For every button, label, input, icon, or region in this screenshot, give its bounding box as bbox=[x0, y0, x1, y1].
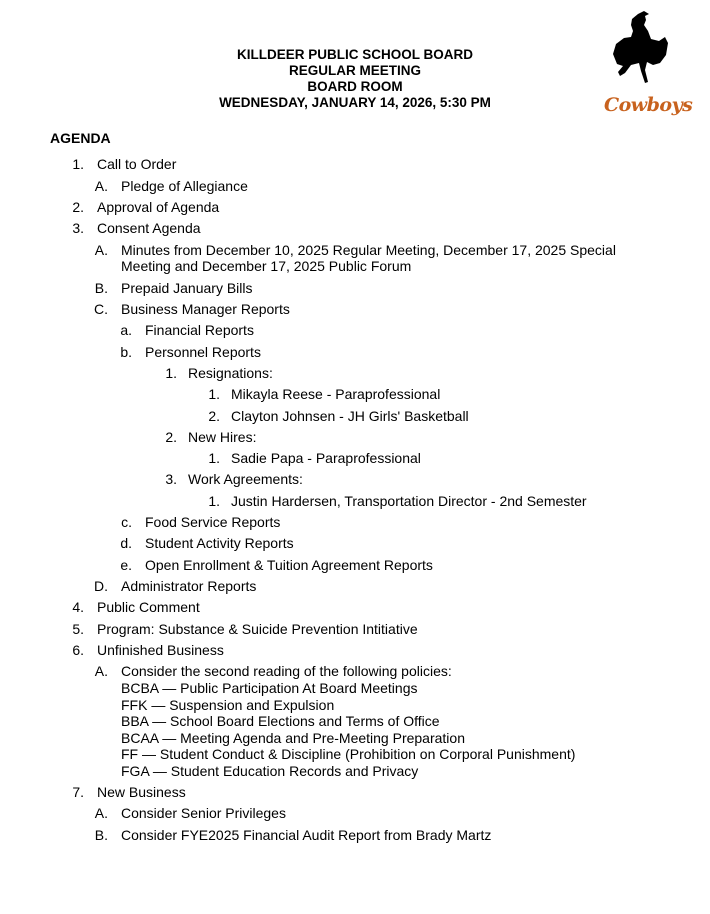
item-marker: d. bbox=[120, 535, 132, 551]
agenda-item: Public Comment bbox=[97, 599, 200, 615]
item-marker: 1. bbox=[208, 493, 220, 509]
agenda-item: Program: Substance & Suicide Prevention Intitiative bbox=[97, 621, 418, 637]
item-marker: 1. bbox=[72, 156, 84, 172]
agenda-item: FGA — Student Education Records and Privacy bbox=[121, 763, 419, 779]
item-marker: 2. bbox=[208, 408, 220, 424]
item-marker: 4. bbox=[72, 599, 84, 615]
item-marker: B. bbox=[94, 827, 108, 843]
agenda-item: Approval of Agenda bbox=[97, 199, 220, 215]
item-marker: A. bbox=[94, 242, 108, 258]
item-marker: 7. bbox=[72, 784, 84, 800]
agenda-item: Administrator Reports bbox=[121, 578, 257, 594]
agenda-item: Open Enrollment & Tuition Agreement Reports bbox=[145, 557, 433, 573]
agenda-item: BCBA — Public Participation At Board Meetings bbox=[121, 680, 418, 696]
item-marker: b. bbox=[120, 344, 132, 360]
item-marker: A. bbox=[94, 663, 108, 679]
item-marker: 1. bbox=[208, 386, 220, 402]
meeting-datetime: WEDNESDAY, JANUARY 14, 2026, 5:30 PM bbox=[219, 95, 491, 110]
meeting-location: BOARD ROOM bbox=[307, 79, 403, 94]
item-marker: a. bbox=[120, 322, 132, 338]
item-marker: 1. bbox=[208, 450, 220, 466]
agenda-item: Mikayla Reese - Paraprofessional bbox=[231, 386, 441, 402]
agenda-item: Sadie Papa - Paraprofessional bbox=[231, 450, 421, 466]
bronco-rider-icon bbox=[600, 8, 680, 94]
agenda-item: New Hires: bbox=[188, 429, 257, 445]
item-marker: 3. bbox=[165, 471, 177, 487]
meeting-type: REGULAR MEETING bbox=[288, 63, 421, 78]
agenda-item: Clayton Johnsen - JH Girls' Basketball bbox=[231, 408, 469, 424]
agenda-item: Meeting and December 17, 2025 Public Forum bbox=[121, 258, 412, 274]
agenda-item: Work Agreements: bbox=[188, 471, 303, 487]
item-marker: 5. bbox=[72, 621, 84, 637]
agenda-heading: AGENDA bbox=[50, 130, 111, 146]
item-marker: e. bbox=[120, 557, 132, 573]
board-title: KILLDEER PUBLIC SCHOOL BOARD bbox=[236, 47, 473, 62]
agenda-item: Food Service Reports bbox=[145, 514, 281, 530]
agenda-item: Consider FYE2025 Financial Audit Report from Brady Martz bbox=[121, 827, 492, 843]
item-marker: A. bbox=[94, 805, 108, 821]
item-marker: 3. bbox=[72, 220, 84, 236]
agenda-item: Minutes from December 10, 2025 Regular Meeting, December 17, 2025 Special bbox=[121, 242, 616, 258]
agenda-item: Unfinished Business bbox=[97, 642, 224, 658]
cowboys-logo bbox=[600, 8, 693, 120]
item-marker: 2. bbox=[165, 429, 177, 445]
item-marker: 1. bbox=[165, 365, 177, 381]
agenda-item: BBA — School Board Elections and Terms of Office bbox=[121, 713, 440, 729]
item-marker: 6. bbox=[72, 642, 84, 658]
item-marker: A. bbox=[94, 178, 108, 194]
agenda-item: Consider the second reading of the following policies: bbox=[121, 663, 452, 679]
agenda-item: Pledge of Allegiance bbox=[121, 178, 248, 194]
item-marker: c. bbox=[121, 514, 132, 530]
logo-text: Cowboys bbox=[604, 94, 693, 116]
agenda-item: Financial Reports bbox=[145, 322, 254, 338]
agenda-item: Business Manager Reports bbox=[121, 301, 290, 317]
agenda-item: BCAA — Meeting Agenda and Pre-Meeting Preparation bbox=[121, 730, 465, 746]
agenda-item: Justin Hardersen, Transportation Director - 2nd Semester bbox=[231, 493, 587, 509]
agenda-item: Prepaid January Bills bbox=[121, 280, 253, 296]
agenda-item: Consider Senior Privileges bbox=[121, 805, 286, 821]
agenda-item: Call to Order bbox=[97, 156, 177, 172]
agenda-item: Personnel Reports bbox=[145, 344, 261, 360]
agenda-item: Consent Agenda bbox=[97, 220, 201, 236]
item-marker: B. bbox=[94, 280, 108, 296]
item-marker: C. bbox=[94, 301, 108, 317]
agenda-item: FFK — Suspension and Expulsion bbox=[121, 697, 335, 713]
agenda-item: Resignations: bbox=[188, 365, 273, 381]
item-marker: 2. bbox=[72, 199, 84, 215]
agenda-item: Student Activity Reports bbox=[145, 535, 294, 551]
item-marker: D. bbox=[94, 578, 108, 594]
agenda-item: FF — Student Conduct & Discipline (Prohibition on Corporal Punishment) bbox=[121, 746, 576, 762]
agenda-item: New Business bbox=[97, 784, 186, 800]
